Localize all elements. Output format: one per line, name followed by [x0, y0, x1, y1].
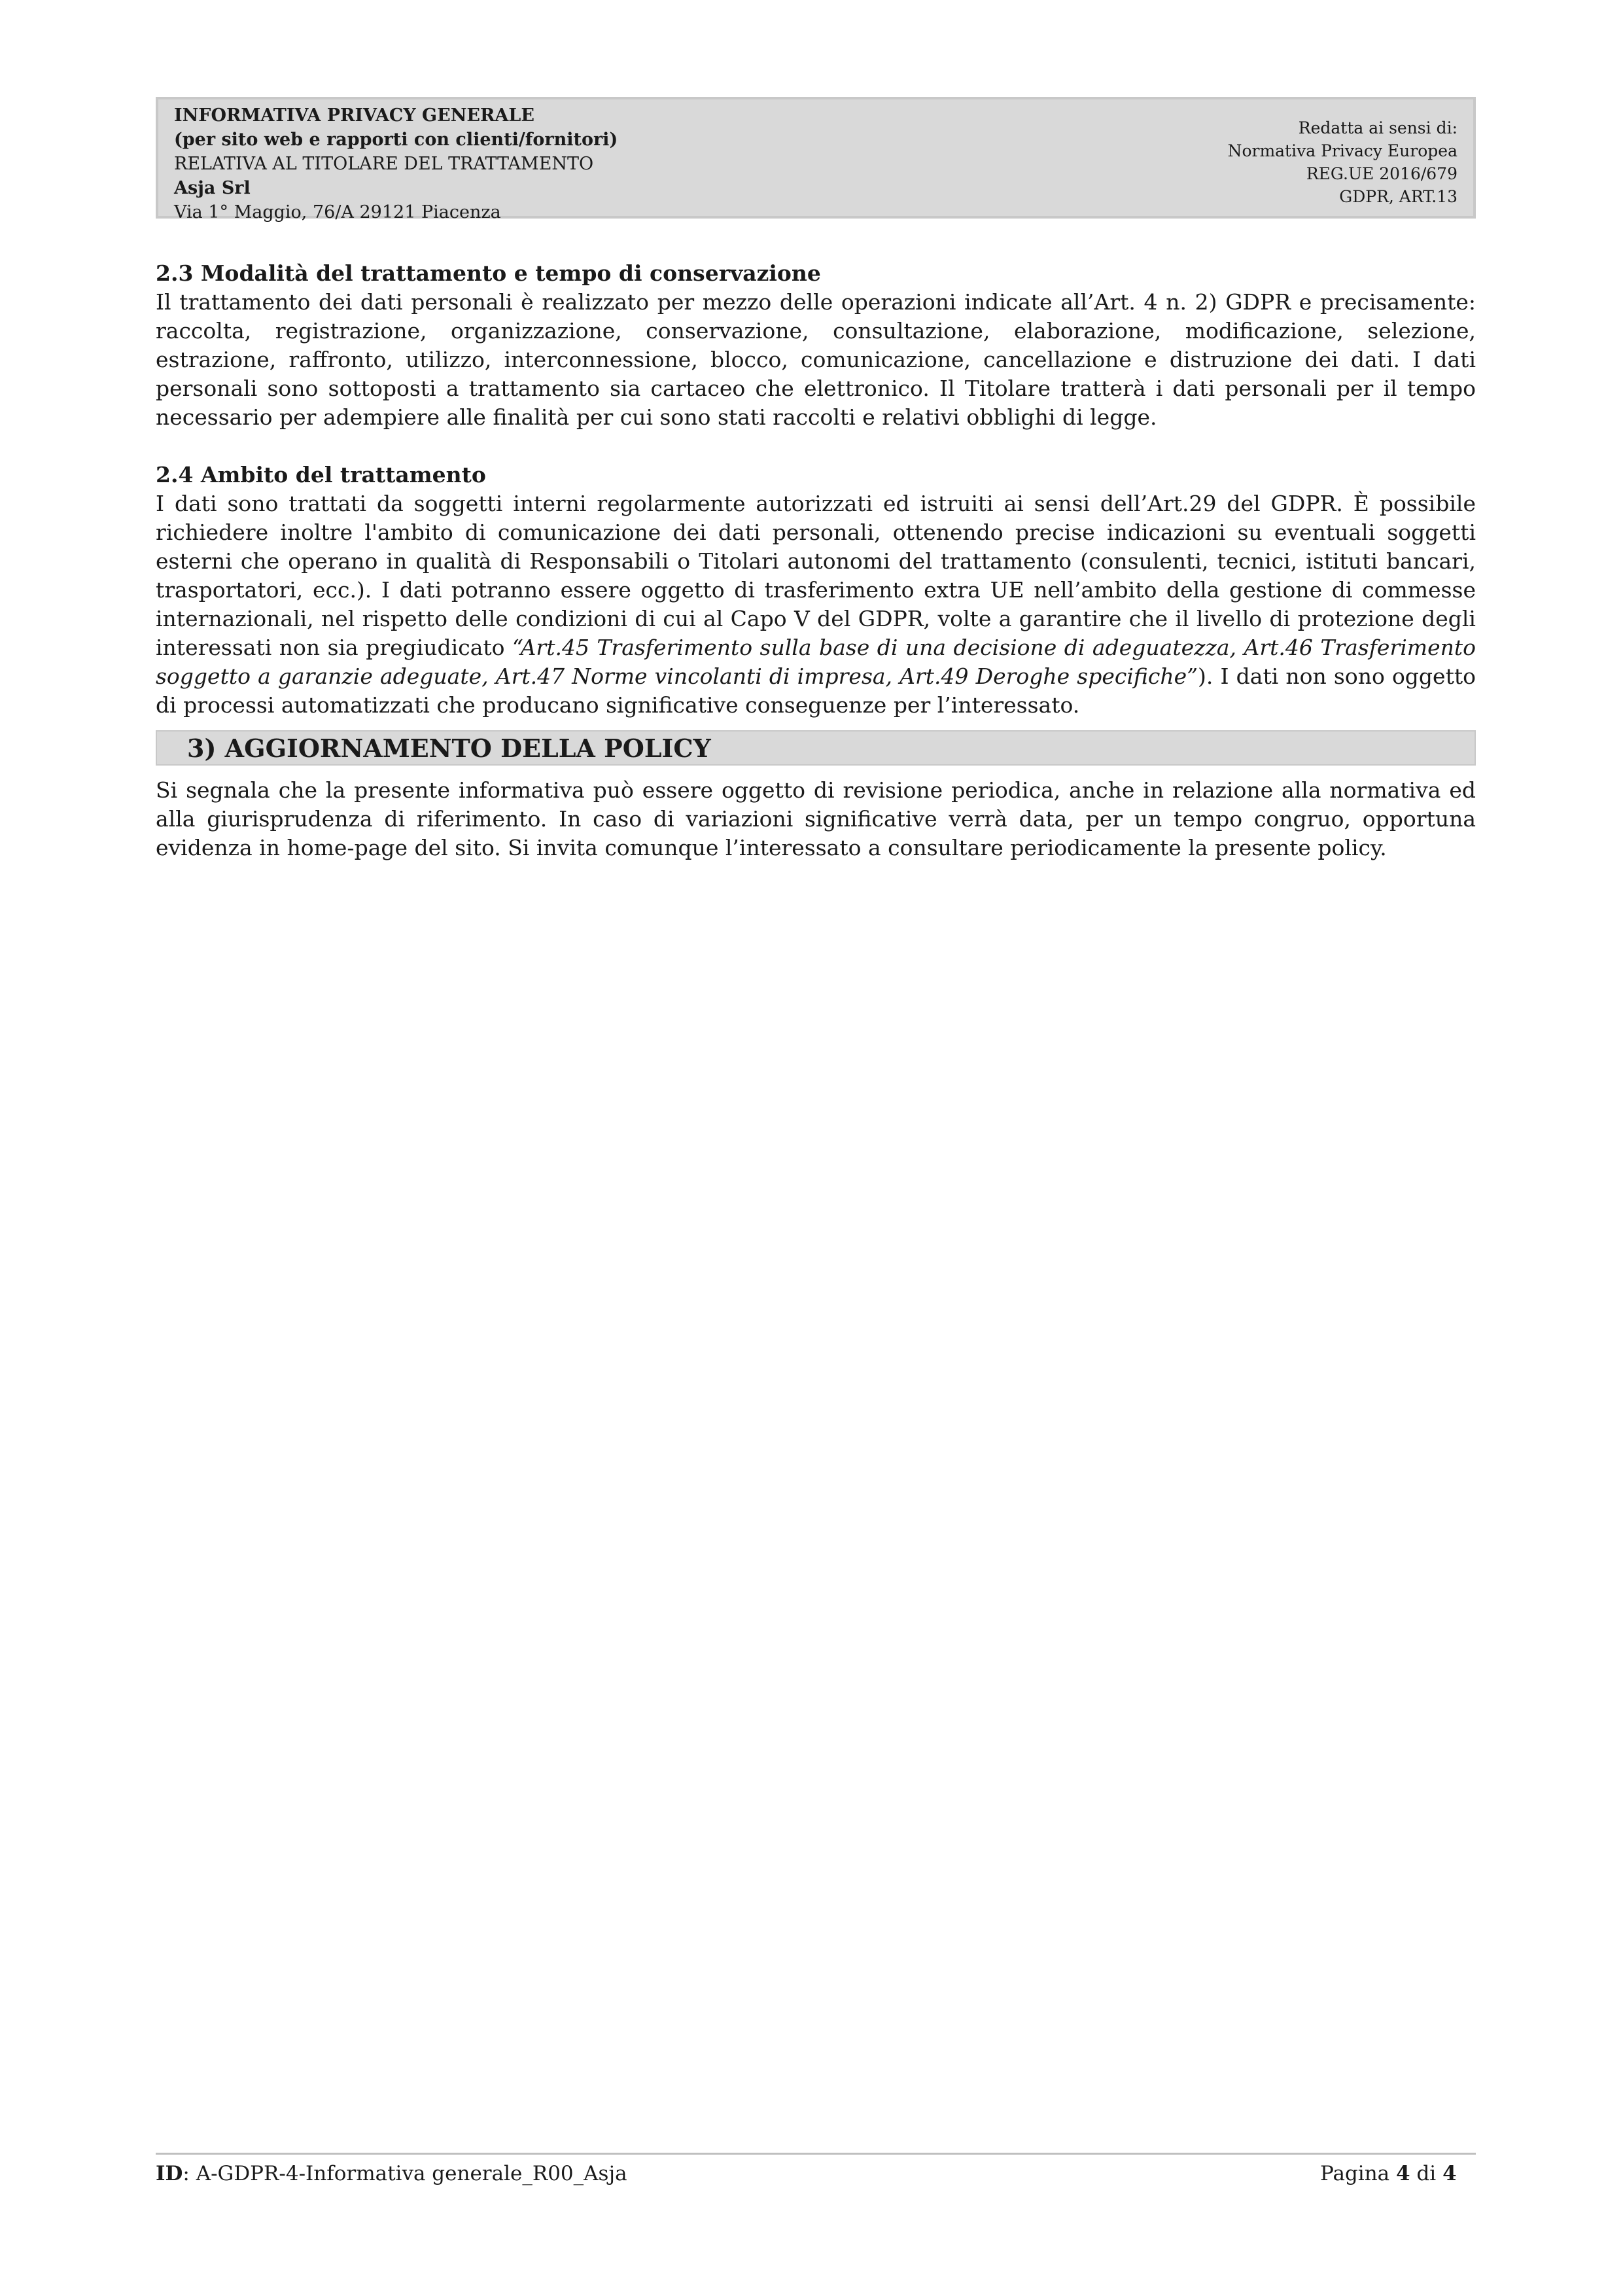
section-2-3-title: 2.3 Modalità del trattamento e tempo di conservazione [156, 260, 821, 286]
footer-divider [156, 2153, 1476, 2155]
footer-document-id [156, 2159, 627, 2188]
footer-page-number [1320, 2159, 1457, 2188]
footer-id-label: ID [156, 2162, 183, 2185]
section-3-heading-bar [156, 730, 1476, 766]
header-right-block [1228, 116, 1457, 208]
header-left-block [174, 103, 618, 224]
section-2-3-body: Il trattamento dei dati personali è realizzato per mezzo delle operazioni indicate all’Art. 4 n. 2) GDPR e precisamente: raccolta, registrazione, organizzazione, conservazione, consultazione, elaborazione, modificazione, selezione, estrazione, raffronto, utilizzo, interconnessione, blocco, comunicazione, cancellazione e distruzione dei dati. I dati personali sono sottoposti a trattamento sia cartaceo che elettronico. Il Titolare tratterà i dati personali per il tempo necessario per adempiere alle finalità per cui sono stati raccolti e relativi obblighi di legge. [156, 289, 1476, 430]
footer-page-current: 4 [1396, 2162, 1410, 2185]
document-header [156, 97, 1476, 222]
document-content [156, 259, 1476, 862]
section-2-4-title: 2.4 Ambito del trattamento [156, 462, 486, 487]
header-address: Via 1° Maggio, 76/A 29121 Piacenza [174, 202, 501, 222]
section-2-4-body-part2: ). I dati non sono oggetto di processi automatizzati che producano significative conseguenze per l’interessato. [156, 663, 1476, 718]
header-gdpr-art: GDPR, ART.13 [1339, 187, 1457, 206]
section-3-body: Si segnala che la presente informativa può essere oggetto di revisione periodica, anche in relazione alla normativa ed alla giurisprudenza di riferimento. In caso di variazioni significative verrà data, per un tempo congruo, opportuna evidenza in home-page del sito. Si invita comunque l’interessato a consultare periodicamente la presente policy. [156, 777, 1476, 860]
footer-page-total: 4 [1442, 2162, 1457, 2185]
section-2-4-body-italic: “Art.45 Trasferimento sulla base di una decisione di adeguatezza, Art.46 Trasferimento soggetto a garanzie adeguate, Art.47 Norme vincolanti di impresa, Art.49 Deroghe specifiche” [156, 635, 1476, 689]
header-company: Asja Srl [174, 178, 251, 198]
header-normativa: Normativa Privacy Europea [1227, 141, 1457, 160]
header-reg: REG.UE 2016/679 [1306, 164, 1457, 183]
header-subtitle: (per sito web e rapporti con clienti/fornitori) [174, 130, 618, 150]
section-2-4-body [156, 489, 1476, 720]
header-redatta: Redatta ai sensi di: [1298, 118, 1457, 137]
section-3-title: 3) AGGIORNAMENTO DELLA POLICY [187, 733, 711, 763]
footer-page-of: di [1410, 2162, 1443, 2185]
section-2-4-body-part1: I dati sono trattati da soggetti interni regolarmente autorizzati ed istruiti ai sensi dell’Art.29 del GDPR. È possibile richiedere inoltre l'ambito di comunicazione dei dati personali, ottenendo precise indicazioni su eventuali soggetti esterni che operano in qualità di Responsabili o Titolari autonomi del trattamento (consulenti, tecnici, istituti bancari, trasportatori, ecc.). I dati potranno essere oggetto di trasferimento extra UE nell’ambito della gestione di commesse internazionali, nel rispetto delle condizioni di cui al Capo V del GDPR, volte a garantire che il livello di protezione degli interessati non sia pregiudicato [156, 491, 1476, 660]
footer-page-word: Pagina [1320, 2162, 1397, 2185]
footer-id-value: : A-GDPR-4-Informativa generale_R00_Asja [183, 2162, 627, 2185]
header-relativa: RELATIVA AL TITOLARE DEL TRATTAMENTO [174, 154, 594, 174]
header-title: INFORMATIVA PRIVACY GENERALE [174, 105, 534, 126]
